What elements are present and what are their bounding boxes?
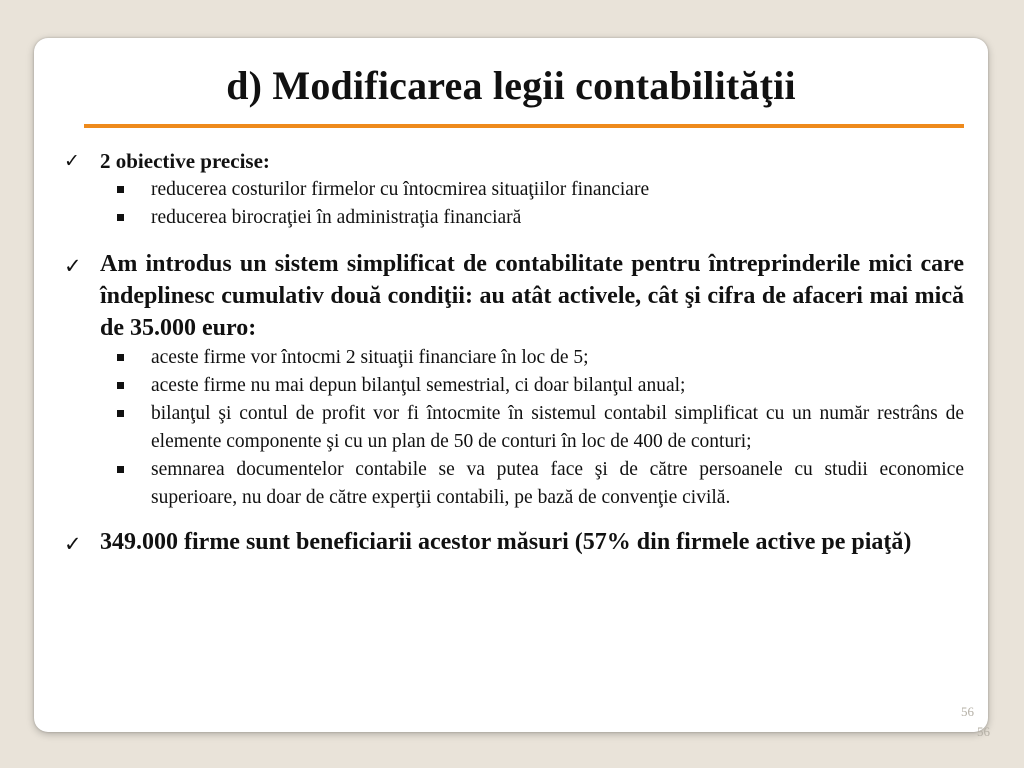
- slide-title: d) Modificarea legii contabilităţii: [226, 63, 796, 108]
- square-bullet-icon: [117, 382, 124, 389]
- square-bullet-icon: [117, 186, 124, 193]
- list-item: bilanţul şi contul de profit vor fi întocmite în sistemul contabil simplificat cu un număr restrâns de elemente componente şi cu un plan de 50 de conturi în loc de 400 de conturi;: [62, 400, 964, 456]
- system-list: [62, 344, 964, 512]
- list-item: aceste firme vor întocmi 2 situaţii financiare în loc de 5;: [62, 344, 964, 372]
- objectives-list: [62, 176, 964, 232]
- title-divider: [84, 124, 964, 128]
- checkmark-icon: ✓: [64, 150, 80, 172]
- system-heading: [62, 248, 964, 344]
- square-bullet-icon: [117, 214, 124, 221]
- beneficiaries-heading: [62, 526, 964, 558]
- square-bullet-icon: [117, 410, 124, 417]
- square-bullet-icon: [117, 354, 124, 361]
- page-number-outer: 56: [977, 724, 990, 739]
- checkmark-icon: ✓: [64, 532, 82, 556]
- beneficiaries-heading-text: 349.000 firme sunt beneficiarii acestor măsuri (57% din firmele active pe piaţă): [100, 529, 912, 555]
- list-item: reducerea birocraţiei în administraţia financiară: [62, 204, 964, 232]
- list-item: aceste firme nu mai depun bilanţul semestrial, ci doar bilanţul anual;: [62, 372, 964, 400]
- objectives-heading-text: 2 obiective precise:: [100, 149, 270, 173]
- list-item: reducerea costurilor firmelor cu întocmirea situaţiilor financiare: [62, 176, 964, 204]
- square-bullet-icon: [117, 466, 124, 473]
- list-item: semnarea documentelor contabile se va putea face şi de către persoanele cu studii economice superioare, nu doar de către experţii contabili, pe bază de convenţie civilă.: [62, 456, 964, 512]
- system-heading-text: Am introdus un sistem simplificat de contabilitate pentru întreprinderile mici care îndeplinesc cumulativ două condiţii: au atât activele, cât şi cifra de afaceri mai mică de 35.000 euro:: [100, 251, 964, 341]
- slide: [34, 38, 988, 732]
- slide-content: [62, 148, 964, 558]
- objectives-heading: [62, 148, 964, 174]
- page-number: 56: [961, 704, 974, 719]
- checkmark-icon: ✓: [64, 254, 82, 278]
